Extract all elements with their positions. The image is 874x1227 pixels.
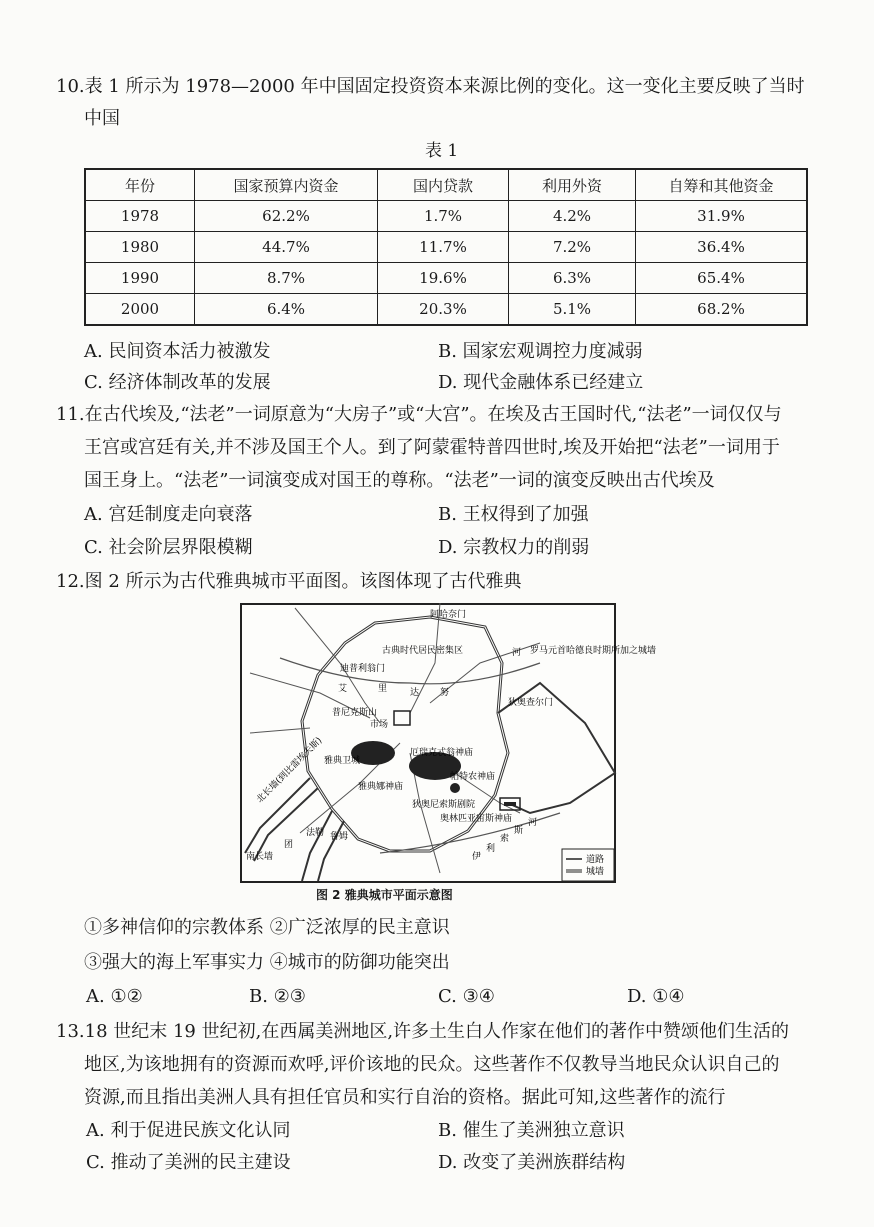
table-cell: 8.7% (195, 263, 378, 294)
table-header-row (85, 169, 807, 201)
map-label-north-wall: 北长墙(到比雷埃夫斯) (255, 735, 325, 806)
table-cell: 1990 (85, 263, 195, 294)
q11-stem-line2: 王宫或宫廷有关,并不涉及国王个人。到了阿蒙霍特普四世时,埃及开始把“法老”一词用于 (84, 437, 780, 458)
table-cell: 11.7% (378, 232, 509, 263)
table-cell: 6.4% (195, 294, 378, 326)
table-cell: 20.3% (378, 294, 509, 326)
data-table (84, 168, 808, 326)
table-cell: 68.2% (636, 294, 808, 326)
map-label-river-s5: 河 (528, 818, 538, 828)
map-label-athena-temple: 雅典娜神庙 (358, 782, 404, 792)
q10-option-a[interactable]: A. 民间资本活力被激发 (84, 341, 271, 362)
q11-option-c[interactable]: C. 社会阶层界限模糊 (84, 537, 253, 558)
athens-map-svg (240, 603, 657, 883)
q11-stem-line1: 11.在古代埃及,“法老”一词原意为“大房子”或“大宫”。在埃及古王国时代,“法老”一词仅仅与 (56, 404, 782, 425)
q13-option-a[interactable]: A. 利于促进民族文化认同 (86, 1120, 291, 1141)
table-cell: 19.6% (378, 263, 509, 294)
map-label-erechtheion: 厄瑞克忒翁神庙 (410, 748, 474, 758)
q12-stem: 12.图 2 所示为古代雅典城市平面图。该图体现了古代雅典 (56, 571, 522, 592)
table-row (85, 232, 807, 263)
q10-stem-line2: 中国 (84, 108, 120, 129)
table-cell: 4.2% (509, 201, 636, 232)
header-year: 年份 (85, 169, 195, 201)
table-cell: 6.3% (509, 263, 636, 294)
map-label-residential: 古典时代居民密集区 (382, 646, 464, 656)
q10-option-d[interactable]: D. 现代金融体系已经建立 (438, 372, 644, 393)
q11-option-b[interactable]: B. 王权得到了加强 (438, 504, 589, 525)
table-row (85, 201, 807, 232)
table-row (85, 294, 807, 326)
map-label-south-wall-1: 南长墙 (246, 852, 274, 862)
table-cell: 31.9% (636, 201, 808, 232)
map-label-river-e: 河 (512, 648, 522, 658)
q13-option-c[interactable]: C. 推动了美洲的民主建设 (86, 1152, 291, 1173)
athens-map (240, 603, 657, 883)
q12-option-b[interactable]: B. ②③ (249, 986, 306, 1007)
table-cell: 1980 (85, 232, 195, 263)
map-label-river-1: 艾 (338, 684, 348, 694)
map-label-south-wall-2: 团 (284, 840, 294, 850)
table-cell: 62.2% (195, 201, 378, 232)
map-label-olympieion: 奥林匹亚宙斯神庙 (440, 814, 513, 824)
q11-option-d[interactable]: D. 宗教权力的削弱 (438, 537, 590, 558)
q13-stem-line1: 13.18 世纪末 19 世纪初,在西属美洲地区,许多土生白人作家在他们的著作中赞颂他们生活的 (56, 1021, 790, 1042)
map-label-river-2: 里 (378, 684, 388, 694)
map-label-diocharous: 狄奥查尔门 (508, 698, 554, 708)
table-cell: 2000 (85, 294, 195, 326)
table-row (85, 263, 807, 294)
map-label-dipylon: 迪普利翁门 (340, 664, 386, 674)
table-cell: 65.4% (636, 263, 808, 294)
map-label-acropolis: 雅典卫城 (324, 756, 361, 766)
map-label-parthenon: 帕特农神庙 (450, 772, 496, 782)
q12-option-a[interactable]: A. ①② (86, 986, 143, 1007)
map-label-river-s4: 斯 (514, 826, 524, 836)
map-label-south-wall-3: 法勒 (306, 828, 325, 838)
q13-option-b[interactable]: B. 催生了美洲独立意识 (438, 1120, 625, 1141)
header-foreign: 利用外资 (509, 169, 636, 201)
q13-stem-line2: 地区,为该地拥有的资源而欢呼,评价该地的民众。这些著作不仅教导当地民众认识自己的 (84, 1054, 780, 1075)
q12-option-c[interactable]: C. ③④ (438, 986, 495, 1007)
map-label-river-s1: 伊 (472, 852, 482, 862)
q12-statements-line2: ③强大的海上军事实力 ④城市的防御功能突出 (84, 952, 450, 973)
table-cell: 1.7% (378, 201, 509, 232)
header-loans: 国内贷款 (378, 169, 509, 201)
map-label-river-3: 达 (410, 688, 420, 698)
map-label-south-wall-4: 鲁姆 (330, 832, 349, 842)
q10-stem-line1: 10.表 1 所示为 1978—2000 年中国固定投资资本来源比例的变化。这一变化主要反映了当时 (56, 76, 805, 97)
map-label-gate-n: 阿哈奈门 (430, 610, 467, 620)
figure-caption: 图 2 雅典城市平面示意图 (316, 888, 453, 902)
q11-stem-line3: 国王身上。“法老”一词演变成对国王的尊称。“法老”一词的演变反映出古代埃及 (84, 470, 715, 491)
table-cell: 36.4% (636, 232, 808, 263)
q10-option-c[interactable]: C. 经济体制改革的发展 (84, 372, 271, 393)
map-label-agora: 市场 (370, 720, 389, 730)
table-cell: 44.7% (195, 232, 378, 263)
header-budget: 国家预算内资金 (195, 169, 378, 201)
map-label-river-4: 努 (440, 688, 450, 698)
q12-statements-line1: ①多神信仰的宗教体系 ②广泛浓厚的民主意识 (84, 917, 450, 938)
q13-option-d[interactable]: D. 改变了美洲族群结构 (438, 1152, 626, 1173)
q10-option-b[interactable]: B. 国家宏观调控力度减弱 (438, 341, 643, 362)
map-label-roman-wall: 罗马元首哈德良时期所加之城墙 (530, 646, 657, 656)
map-label-river-s2: 利 (486, 844, 496, 854)
legend-road-label: 道路 (586, 855, 605, 865)
table-cell: 7.2% (509, 232, 636, 263)
header-self: 自筹和其他资金 (636, 169, 808, 201)
legend-wall-label: 城墙 (586, 867, 605, 877)
q11-option-a[interactable]: A. 宫廷制度走向衰落 (84, 504, 253, 525)
map-label-theatre: 狄奥尼索斯剧院 (412, 800, 476, 810)
q12-option-d[interactable]: D. ①④ (627, 986, 685, 1007)
table-cell: 1978 (85, 201, 195, 232)
table-title: 表 1 (425, 141, 459, 161)
table-cell: 5.1% (509, 294, 636, 326)
map-label-pnyx: 普尼克斯山 (332, 708, 378, 718)
q13-stem-line3: 资源,而且指出美洲人具有担任官员和实行自治的资格。据此可知,这些著作的流行 (84, 1087, 726, 1108)
map-label-river-s3: 索 (500, 834, 510, 844)
